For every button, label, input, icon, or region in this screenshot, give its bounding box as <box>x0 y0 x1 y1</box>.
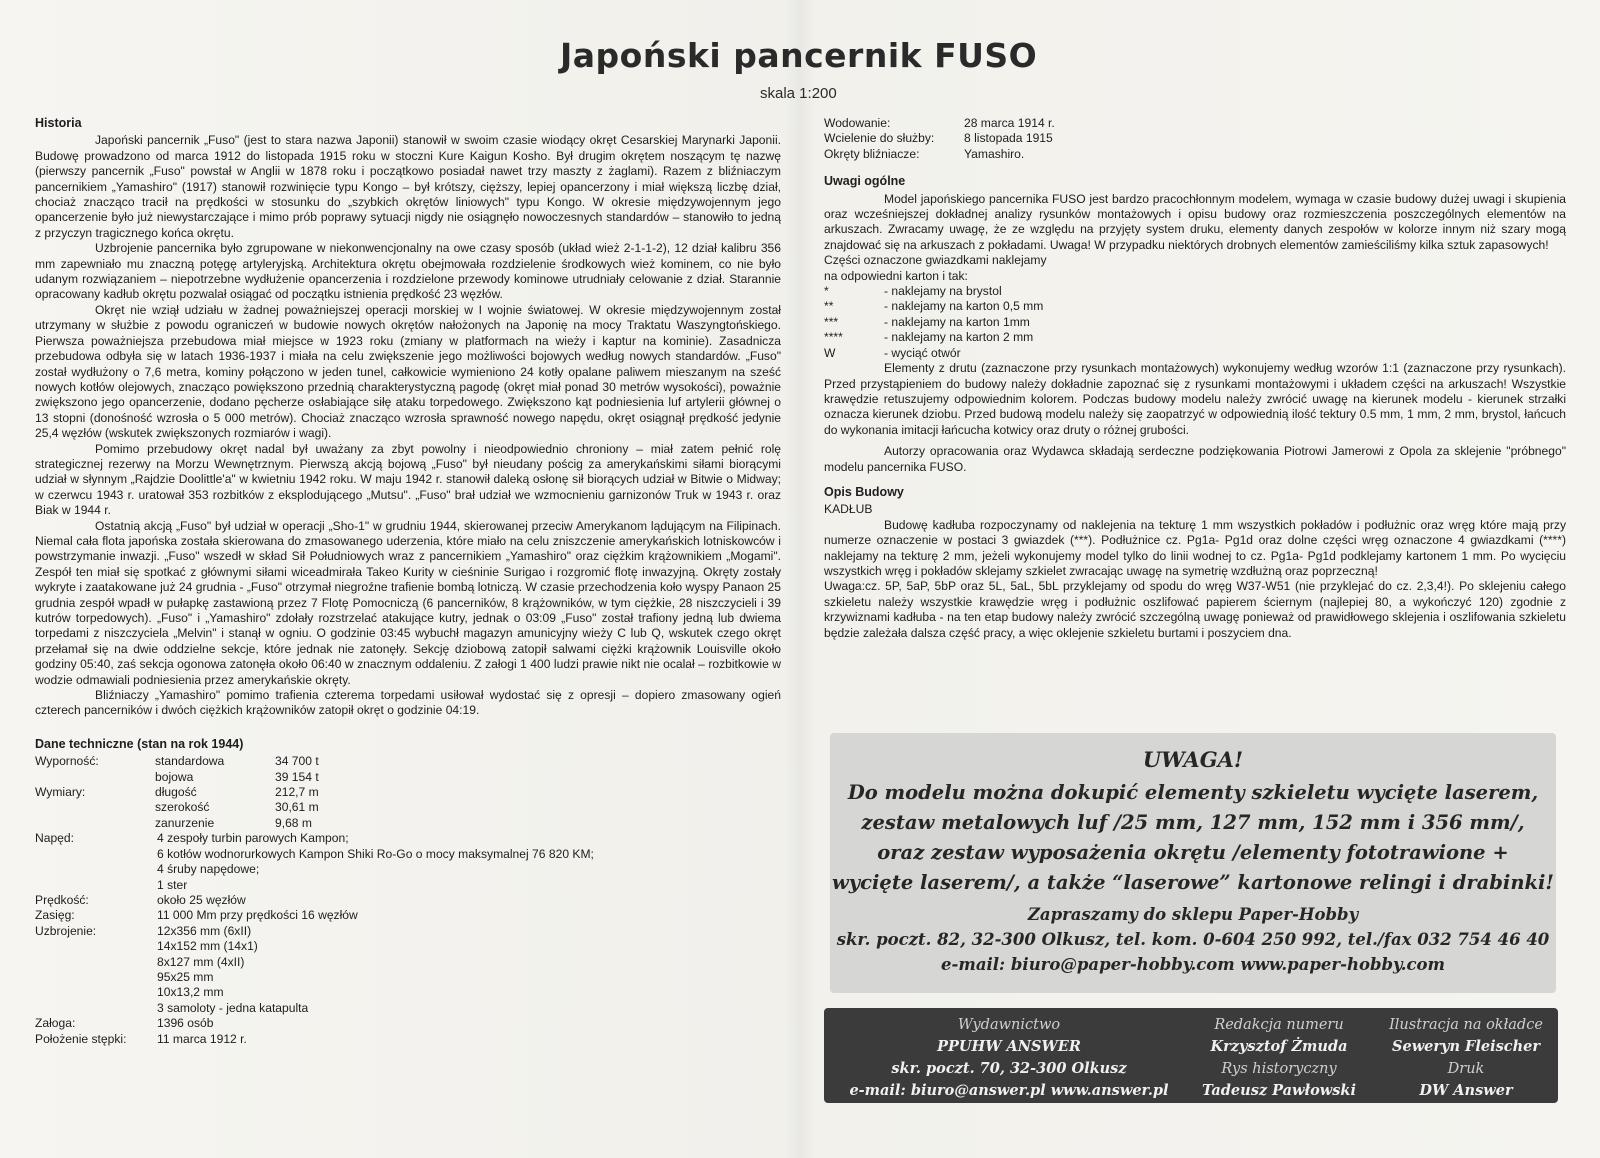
left-column <box>35 116 781 1047</box>
publisher-contact: e-mail: biuro@answer.pl www.answer.pl <box>849 1082 1169 1099</box>
page-title: Japoński pancernik FUSO <box>560 36 1038 75</box>
tech-value: 6 kotłów wodnorurkowych Kampon Shiki Ro-Go o mocy maksymalnej 76 820 KM; <box>157 846 594 861</box>
tech-value: 9,68 m <box>275 815 312 830</box>
history-author-label: Rys historyczny <box>1221 1061 1337 1077</box>
marker-text: - wyciąć otwór <box>884 345 961 360</box>
historia-paragraph: Bliźniaczy „Yamashiro" pomimo trafienia czterema torpedami usiłował wydostać się z opresji – dopiero zmasowany ogień czterech pancerników i dwóch ciężkich krążowników zatopił okręt o godzinie 04:19. <box>35 688 781 718</box>
shop-invite: Zapraszamy do sklepu Paper-Hobby <box>1027 905 1359 924</box>
tech-value: 11 marca 1912 r. <box>157 1031 247 1046</box>
tech-sublabel: standardowa <box>155 754 225 769</box>
advert-line: Do modelu można dokupić elementy szkieletu wycięte laserem, <box>847 781 1539 804</box>
tech-label: Załoga: <box>35 1016 76 1031</box>
marker-text: - naklejamy na karton 1mm <box>884 314 1030 329</box>
shop-contact: e-mail: biuro@paper-hobby.com www.paper-hobby.com <box>941 955 1445 974</box>
date-value: 8 listopada 1915 <box>964 131 1053 146</box>
marker-text: - naklejamy na karton 2 mm <box>884 330 1034 345</box>
advert-box <box>830 733 1556 993</box>
publisher-box <box>824 1008 1558 1103</box>
historia-heading: Historia <box>35 116 82 130</box>
tech-value: 8x127 mm (4xII) <box>157 954 245 969</box>
tech-value: 12x356 mm (6xII) <box>157 923 252 938</box>
scale-label: skala 1:200 <box>760 85 837 102</box>
tech-value: 1396 osób <box>157 1016 214 1031</box>
tech-value: 10x13,2 mm <box>157 985 224 1000</box>
uwagi-paragraph: Model japońskiego pancernika FUSO jest bardzo pracochłonnym modelem, wymaga w czasie budowy dużej uwagi i skupienia oraz wcześniejszej dokładnej analizy rysunków montażowych i opisu budowy oraz rozmieszczenia poszczególnych elementów na arkuszach. Zwracamy uwagę, że ze względu na przyjęty system druku, elementy danych zespołów w kolorze innym niż szary mogą znajdować się na arkuszach z pokładami. Uwaga! W przypadku niektórych drobnych elementów zamieściliśmy kilka sztuk zapasowych! <box>824 191 1566 252</box>
tech-data-table <box>35 754 781 1047</box>
tech-value: 30,61 m <box>275 800 319 815</box>
opis-heading: Opis Budowy <box>824 484 904 499</box>
tech-value: 4 śruby napędowe; <box>157 862 260 877</box>
marker-symbol: * <box>824 284 829 299</box>
marker-symbol: ** <box>824 299 834 314</box>
publisher-name: PPUHW ANSWER <box>937 1038 1081 1055</box>
illustration-label: Ilustracja na okładce <box>1389 1017 1543 1033</box>
tech-value: 95x25 mm <box>157 969 214 984</box>
dane-heading: Dane techniczne (stan na rok 1944) <box>35 736 244 751</box>
tech-label: Prędkość: <box>35 892 89 907</box>
historia-paragraph: Japoński pancernik „Fuso" (jest to stara nazwa Japonii) stanowił w swoim czasie wiodący okręt Cesarskiej Marynarki Japonii. Budowę prowadzono od marca 1912 do listopada 1915 roku w stoczni Kure Kaigun Kosho. Był drugim okrętem noszącym tę nazwę (pierwszy pancernik „Fuso" powstał w Anglii w 1878 roku i początkowo posiadał nawet trzy maszty z żaglami). Razem z bliźniaczym pancernikiem „Yamashiro" (1917) stanowił rozwinięcie typu Kongo – był krótszy, cięższy, lepiej opancerzony i miał większą liczbę dział, chociaż znacząco tracił na prędkości w stosunku do „szybkich okrętów liniowych" typu Kongo. W okresie międzywojennym jego opancerzenie było już niewystarczające i mimo prób poprawy sytuacji nigdy nie osiągnęło nowoczesnych standardów – stanowiło to jedną z przyczyn tragicznego końca okrętu. <box>35 133 781 240</box>
tech-value: około 25 węzłów <box>157 892 246 907</box>
tech-sublabel: bojowa <box>155 769 194 784</box>
date-value: 28 marca 1914 r. <box>964 116 1055 130</box>
tech-sublabel: szerokość <box>155 800 210 815</box>
editor-name: Krzysztof Żmuda <box>1210 1038 1348 1055</box>
marker-symbol: W <box>824 345 836 360</box>
tech-value: 11 000 Mm przy prędkości 16 węzłów <box>157 908 358 923</box>
advert-line: zestaw metalowych luf /25 mm, 127 mm, 152 mm i 356 mm/, <box>861 811 1525 834</box>
shop-address: skr. poczt. 82, 32-300 Olkusz, tel. kom. 0-604 250 992, tel./fax 032 754 46 40 <box>836 930 1550 949</box>
tech-label: Napęd: <box>35 831 74 846</box>
date-label: Okręty bliźniacze: <box>824 146 920 161</box>
editor-column <box>1184 1014 1374 1102</box>
marker-symbol: *** <box>824 314 839 329</box>
marker-symbol: **** <box>824 330 843 345</box>
tech-value: 4 zespoły turbin parowych Kampon; <box>157 831 349 846</box>
advert-line: oraz zestaw wyposażenia okrętu /elementy fototrawione + <box>877 841 1509 864</box>
print-name: DW Answer <box>1419 1082 1513 1099</box>
tech-label: Uzbrojenie: <box>35 923 97 938</box>
print-label: Druk <box>1447 1061 1485 1077</box>
history-author-name: Tadeusz Pawłowski <box>1202 1082 1356 1099</box>
uwagi-paragraph: Autorzy opracowania oraz Wydawca składają serdeczne podziękowania Piotrowi Jamerowi z Opola za sklejenie "próbnego" modelu pancernika FUSO. <box>824 444 1566 474</box>
historia-paragraph: Okręt nie wziął udziału w żadnej poważniejszej operacji morskiej w I wojnie światowej. W okresie międzywojennym został utrzymany w służbie z powodu ograniczeń w budowie nowych okrętów nałożonych na Japonię na mocy Traktatu Waszyngtońskiego. Pierwsza poważniejsza przebudowa miał miejsce w 1923 roku (zmiany w platformach na wieży i kaptur na kominie). Zasadnicza przebudowa odbyła się w latach 1936-1937 i miała na celu zwiększenie jego możliwości bojowych według nowych standardów. „Fuso" został wydłużony o 7,6 metra, kominy połączono w jeden tunel, całkowicie wymieniono 24 kotły opalane paliwem mieszanym na sześć nowych kotłów olejowych, znacząco powiększono przednią charakterystyczną pagodę (okręt miał ponad 30 metrów wysokości), poważnie zwiększono jego opancerzenie, dodano pęcherze osłabiające siłę ataku torpedowego. Zwiększono kąt podniesienia luf artylerii głównej o 13 stopni (donośność wzrosła o 5 000 metrów). Chociaż znacząco wzrosła sprawność nowego napędu, okręt osiągnął prędkość jedynie 25,4 węzłów (wskutek zwiększonych rozmiarów i wagi). <box>35 302 781 441</box>
tech-label: Zasięg: <box>35 908 75 923</box>
date-label: Wcielenie do służby: <box>824 131 935 146</box>
uwagi-line: Części oznaczone gwiazdkami naklejamy <box>824 253 1047 268</box>
uwagi-line: na odpowiedni karton i tak: <box>824 268 968 283</box>
date-label: Wodowanie: <box>824 116 891 130</box>
dates-table <box>824 116 1566 162</box>
marker-text: - naklejamy na brystol <box>884 284 1002 299</box>
opis-paragraph: Budowę kadłuba rozpoczynamy od naklejenia na tekturę 1 mm wszystkich pokładów i podłużnic oraz wręg które mają przy numerze oznaczenie w postaci 3 gwiazdek (***). Podłużnice cz. Pg1a- Pg1d oraz dolne części wręg oznaczone 4 gwiazdkami (****) naklejamy na tekturę 2 mm, jeżeli wykonujemy model tylko do linii wodnej to cz. Pg1a- Pg1d podklejamy kartonem 1 mm. Po wycięciu wszystkich wręg i pokładów sklejamy szkielet zwracając uwagę na symetrię wzdłużną oraz poprzeczną! <box>824 517 1566 578</box>
advert-title: UWAGA! <box>1142 747 1244 772</box>
tech-sublabel: długość <box>155 785 197 800</box>
tech-value: 34 700 t <box>275 754 319 769</box>
historia-paragraph: Ostatnią akcją „Fuso" był udział w operacji „Sho-1" w grudniu 1944, skierowanej przeciw Amerykanom lądującym na Filipinach. Niemal cała flota japońska została skierowana do zmasowanego uderzenia, które miało na celu zniszczenie amerykańskich lotniskowców i powstrzymanie inwazji. „Fuso" wszedł w skład Sił Południowych wraz z pancernikiem „Yamashiro" oraz ciężkim krążownikiem „Mogami". Zespół ten miał się spotkać z głównymi siłami wiceadmirała Takeo Kurity w cieśninie Surigao i rozgromić flotę inwazyjną. Okręty zostały wykryte i zaatakowane już 24 grudnia - „Fuso" otrzymał niegroźne trafienie bombą lotniczą. W czasie przechodzenia koło wyspy Panaon 25 grudnia zespół wpadł w pułapkę zastawioną przez 7 Flotę Pomocniczą (6 pancerników, 8 krążowników, w tym ciężkie, 28 niszczycieli i 39 kutrów torpedowych). „Fuso" i „Yamashiro" zdołały rozstrzelać atakujące kutry, jednak o 03:09 „Fuso" został trafiony jedną lub dwiema torpedami z niszczyciela „Melvin" i stanął w ogniu. O godzinie 03:45 wybuchł magazyn amunicyjny wieży C lub Q, wskutek czego okręt przełamał się na dwie oddzielne sekcje, które jednak nie zatonęły. Sekcję dziobową zatopił salwami ciężki krążownik Louisville około godziny 05:40, zaś sekcja ogonowa zatonęła około 06:40 w znacznym oddaleniu. Z załogi 1 400 ludzi prawie nikt nie ocalał – rozbitkowie w wodzie odmawiali podniesienia przez amerykańskie okręty. <box>35 518 781 687</box>
tech-value: 39 154 t <box>275 769 319 784</box>
tech-label: Wymiary: <box>35 785 86 800</box>
illustration-name: Seweryn Fleischer <box>1392 1038 1540 1055</box>
marker-list <box>824 284 1566 361</box>
editor-label: Redakcja numeru <box>1214 1017 1344 1033</box>
tech-value: 1 ster <box>157 877 188 892</box>
tech-label: Położenie stępki: <box>35 1031 127 1046</box>
opis-paragraph: Uwaga:cz. 5P, 5aP, 5bP oraz 5L, 5aL, 5bL przyklejamy od spodu do wręg W37-W51 (nie przyklejać do cz. 2,3,4!). Po sklejeniu całego szkieletu należy wszystkie krawędzie wręg i podłużnic oszlifować papierem ściernym (najlepiej 80, a wykończyć 120) zgodnie z krzywiznami kadłuba - na ten etap budowy należy zwrócić szczególną uwagę ponieważ od prawidłowego sklejenia i oszlifowania szkieletu będzie zależała dalsza część pracy, a więc oklejenie szkieletu burtami i poszyciem dna. <box>824 579 1566 640</box>
illustration-column <box>1376 1014 1556 1102</box>
tech-value: 212,7 m <box>275 785 319 800</box>
opis-subheading: KADŁUB <box>824 502 873 517</box>
publisher-column <box>844 1014 1174 1102</box>
tech-sublabel: zanurzenie <box>155 815 215 830</box>
publisher-address: skr. poczt. 70, 32-300 Olkusz <box>891 1060 1127 1077</box>
tech-value: 3 samoloty - jedna katapulta <box>157 1000 309 1015</box>
advert-line: wycięte laserem/, a także “laserowe” kartonowe relingi i drabinki! <box>832 871 1554 894</box>
tech-label: Wyporność: <box>35 754 99 769</box>
historia-paragraph: Pomimo przebudowy okręt nadal był uważany za zbyt powolny i nieodpowiednio chroniony – miał zatem pełnić rolę strategicznej rezerwy na Morzu Wewnętrznym. Pierwszą akcją bojową „Fuso" był nieudany pościg za amerykańskimi siłami biorącymi udział w słynnym „Rajdzie Doolittle'a" w kwietniu 1942 roku. W maju 1942 r. stanowił daleką osłonę sił biorących udział w Bitwie o Midway; w czerwcu 1943 r. uratował 353 rozbitków z eksplodującego „Mutsu". „Fuso" brał udział we wzmocnieniu garnizonów Truk w 1943 r. oraz Biak w 1944 r. <box>35 441 781 518</box>
right-column <box>824 116 1566 641</box>
tech-value: 14x152 mm (14x1) <box>157 939 258 954</box>
date-value: Yamashiro. <box>964 146 1025 161</box>
marker-text: - naklejamy na karton 0,5 mm <box>884 299 1044 314</box>
historia-paragraph: Uzbrojenie pancernika było zgrupowane w niekonwencjonalny na owe czasy sposób (układ wież 2-1-1-2), 12 dział kalibru 356 mm zapewniało mu znaczną potęgę artyleryjską. Architektura okrętu obejmowała rozdzielenie środkowych wież kominem, co nie było udanym rozwiązaniem – niepotrzebne wydłużenie opancerzenia i rozdzielone przewody kominowe utrudniały celowanie z dział. Starannie opracowany kadłub okrętu pozwalał osiągać od początku istnienia prędkość 23 węzłów. <box>35 241 781 302</box>
uwagi-heading: Uwagi ogólne <box>824 174 906 189</box>
uwagi-paragraph: Elementy z drutu (zaznaczone przy rysunkach montażowych) wykonujemy według wzorów 1:1 (zaznaczone przy rysunkach). Przed przystąpieniem do budowy należy dokładnie zapoznać się z rysunkami montażowymi i układem części na arkuszach! Wszystkie krawędzie retuszujemy odpowiednim kolorem. Podczas budowy modelu należy zwrócić uwagę na kierunek modelu - kierunek strzałki oznacza kierunek dziobu. Przed budową modelu należy się zaopatrzyć w odpowiednią ilość tektury 0.5 mm, 1 mm, 2 mm, brystol, łańcuch do wykonania imitacji łańcucha kotwicy oraz druty o różnej grubości. <box>824 361 1566 437</box>
publisher-label: Wydawnictwo <box>957 1017 1061 1033</box>
